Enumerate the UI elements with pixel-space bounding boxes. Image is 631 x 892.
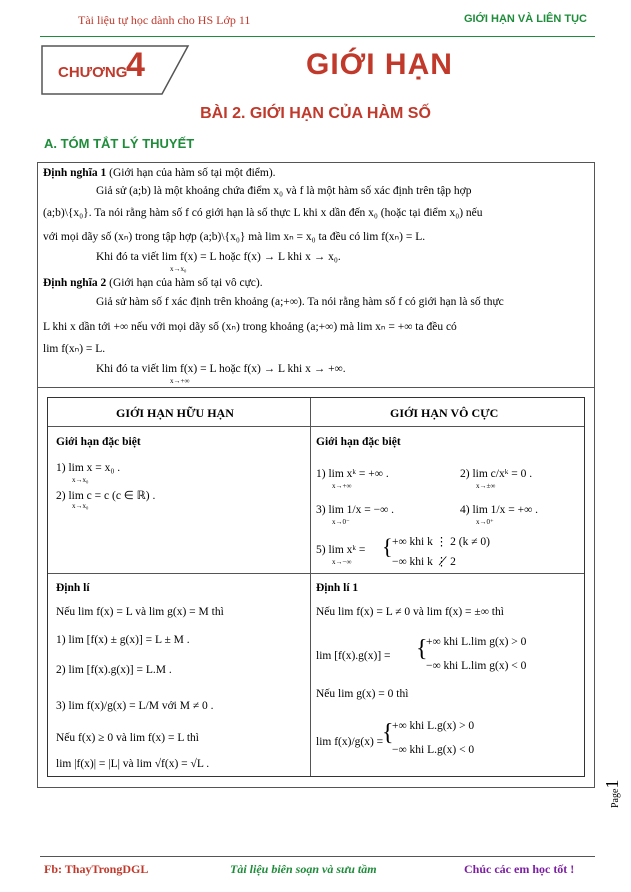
finite-theorem-title: Định lí <box>56 582 90 594</box>
infinite-special-5-case-1: +∞ khi k ⋮ 2 (k ≠ 0) <box>392 536 490 548</box>
definition-1-line-1: Giả sử (a;b) là một khoảng chứa điểm x₀ và f là một hàm số xác định trên tập hợp <box>96 185 472 197</box>
column-header-finite: GIỚI HẠN HỮU HẠN <box>116 406 234 420</box>
finite-theorem-line-5: Nếu f(x) ≥ 0 và lim f(x) = L thì <box>56 732 199 744</box>
definition-1-line-2: (a;b)\{x₀}. Ta nói rằng hàm số f có giới hạn là số thực L khi x dần đến x₀ (hoặc tại điểm x₀) nếu <box>43 207 483 219</box>
definition-2-line-4: Khi đó ta viết lim f(x) = L hoặc f(x) → L khi x → +∞. <box>96 363 346 375</box>
infinite-special-5-subscript: x→−∞ <box>332 558 352 566</box>
finite-special-1-subscript: x→x₀ <box>72 476 89 484</box>
infinite-special-2: 2) lim c/xᵏ = 0 . <box>460 468 533 480</box>
infinite-theorem-brace-2: { <box>382 720 394 746</box>
definition-1-heading <box>43 167 276 179</box>
infinite-special-5: 5) lim xᵏ = <box>316 544 366 556</box>
finite-theorem-line-1: Nếu lim f(x) = L và lim g(x) = M thì <box>56 606 224 618</box>
finite-theorem-line-4: 3) lim f(x)/g(x) = L/M với M ≠ 0 . <box>56 700 214 712</box>
infinite-special-2-subscript: x→±∞ <box>476 482 496 490</box>
finite-theorem-line-2: 1) lim [f(x) ± g(x)] = L ± M . <box>56 634 190 646</box>
chapter-title: GIỚI HẠN <box>306 48 453 81</box>
section-title: A. TÓM TẮT LÝ THUYẾT <box>44 136 195 151</box>
finite-theorem-line-6: lim |f(x)| = |L| và lim √f(x) = √L . <box>56 758 210 770</box>
infinite-special-title: Giới hạn đặc biệt <box>316 436 401 448</box>
page-label: Page <box>610 788 621 808</box>
definition-1-line-4: Khi đó ta viết lim f(x) = L hoặc f(x) → L khi x → x₀. <box>96 251 341 263</box>
header-right-text: GIỚI HẠN VÀ LIÊN TỤC <box>463 13 587 25</box>
page-number <box>602 780 623 808</box>
infinite-theorem-line-2: lim [f(x).g(x)] = <box>316 650 391 662</box>
definition-2-line-2: L khi x dần tới +∞ nếu với mọi dãy số (xₙ) trong khoảng (a;+∞) mà lim xₙ = +∞ ta đều có <box>43 321 457 333</box>
definition-1-line-3: với mọi dãy số (xₙ) trong tập hợp (a;b)\{x₀} mà lim xₙ = x₀ ta đều có lim f(xₙ) = L. <box>43 231 426 243</box>
table-header-divider <box>48 426 584 427</box>
infinite-theorem-brace-1: { <box>416 636 428 662</box>
definitions-box <box>37 162 595 388</box>
infinite-theorem-case-4: −∞ khi L.g(x) < 0 <box>392 744 475 756</box>
finite-theorem-line-3: 2) lim [f(x).g(x)] = L.M . <box>56 664 172 676</box>
finite-special-2: 2) lim c = c (c ∈ ℝ) . <box>56 490 156 502</box>
definition-2-line-1: Giả sử hàm số f xác định trên khoảng (a;+∞). Ta nói rằng hàm số f có giới hạn là số thực <box>96 296 504 308</box>
infinite-special-3-subscript: x→0⁻ <box>332 518 350 526</box>
chapter-number: 4 <box>126 46 145 84</box>
footer-left-text: Fb: ThayTrongDGL <box>44 862 149 876</box>
lesson-title: BÀI 2. GIỚI HẠN CỦA HÀM SỐ <box>200 105 431 122</box>
definition-1-note: (Giới hạn của hàm số tại một điểm). <box>106 167 276 179</box>
table-column-divider <box>310 398 311 776</box>
infinite-special-4: 4) lim 1/x = +∞ . <box>460 504 539 516</box>
footer-divider <box>40 856 595 857</box>
column-header-infinite: GIỚI HẠN VÔ CỰC <box>390 406 499 420</box>
infinite-theorem-line-4: lim f(x)/g(x) = <box>316 736 384 748</box>
definition-2-heading <box>43 277 263 289</box>
infinite-theorem-case-1: +∞ khi L.lim g(x) > 0 <box>426 636 527 648</box>
infinite-special-3: 3) lim 1/x = −∞ . <box>316 504 395 516</box>
finite-special-title: Giới hạn đặc biệt <box>56 436 141 448</box>
definition-2-limit-subscript: x→+∞ <box>170 377 190 385</box>
limits-table <box>47 397 585 777</box>
chapter-label: CHƯƠNG <box>58 64 128 81</box>
footer-right-text: Chúc các em học tốt ! <box>464 862 575 876</box>
finite-special-1: 1) lim x = x₀ . <box>56 462 121 474</box>
page-number-value: 1 <box>602 779 622 789</box>
definition-1-title: Định nghĩa 1 <box>43 167 107 179</box>
infinite-special-5-case-2: −∞ khi k ⋮̸ 2 <box>392 556 456 568</box>
footer-middle-text: Tài liệu biên soạn và sưu tầm <box>230 862 377 876</box>
infinite-theorem-case-2: −∞ khi L.lim g(x) < 0 <box>426 660 527 672</box>
header-left-text: Tài liệu tự học dành cho HS Lớp 11 <box>78 13 251 27</box>
infinite-special-1: 1) lim xᵏ = +∞ . <box>316 468 389 480</box>
definition-1-limit-subscript: x→x₀ <box>170 265 187 273</box>
header-divider <box>40 36 595 37</box>
infinite-theorem-title: Định lí 1 <box>316 582 359 594</box>
infinite-special-4-subscript: x→0⁺ <box>476 518 494 526</box>
table-row-divider <box>48 573 584 574</box>
definition-2-line-3: lim f(xₙ) = L. <box>43 343 106 355</box>
infinite-special-5-brace: { <box>382 534 393 559</box>
finite-special-2-subscript: x→x₀ <box>72 502 89 510</box>
definition-2-title: Định nghĩa 2 <box>43 277 107 289</box>
infinite-theorem-line-1: Nếu lim f(x) = L ≠ 0 và lim f(x) = ±∞ thì <box>316 606 504 618</box>
infinite-theorem-line-3: Nếu lim g(x) = 0 thì <box>316 688 409 700</box>
definition-2-note: (Giới hạn của hàm số tại vô cực). <box>106 277 263 289</box>
infinite-theorem-case-3: +∞ khi L.g(x) > 0 <box>392 720 475 732</box>
infinite-special-1-subscript: x→+∞ <box>332 482 352 490</box>
